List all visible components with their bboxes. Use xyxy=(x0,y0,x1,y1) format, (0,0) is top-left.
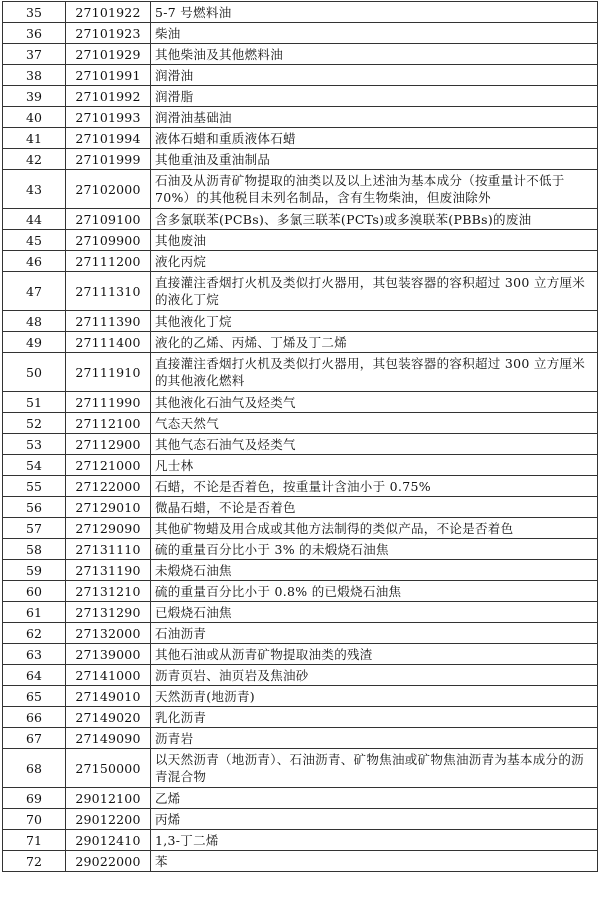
commodity-code-cell: 27109900 xyxy=(66,230,151,251)
table-row xyxy=(3,518,598,539)
commodity-code-cell: 27111910 xyxy=(66,353,151,392)
row-number-cell: 70 xyxy=(3,809,66,830)
commodity-code-cell: 29012410 xyxy=(66,830,151,851)
commodity-name-cell: 润滑脂 xyxy=(151,86,598,107)
commodity-code-cell: 27101994 xyxy=(66,128,151,149)
commodity-name-cell: 天然沥青(地沥青) xyxy=(151,686,598,707)
row-number-cell: 57 xyxy=(3,518,66,539)
commodity-name-cell: 乙烯 xyxy=(151,788,598,809)
table-row xyxy=(3,332,598,353)
table-row xyxy=(3,2,598,23)
row-number-cell: 42 xyxy=(3,149,66,170)
commodity-code-cell: 27101922 xyxy=(66,2,151,23)
row-number-cell: 61 xyxy=(3,602,66,623)
table-row xyxy=(3,476,598,497)
table-row xyxy=(3,353,598,392)
commodity-code-cell: 27141000 xyxy=(66,665,151,686)
commodity-name-cell: 润滑油 xyxy=(151,65,598,86)
row-number-cell: 46 xyxy=(3,251,66,272)
row-number-cell: 55 xyxy=(3,476,66,497)
row-number-cell: 60 xyxy=(3,581,66,602)
commodity-code-cell: 27129090 xyxy=(66,518,151,539)
commodity-name-cell: 已煅烧石油焦 xyxy=(151,602,598,623)
row-number-cell: 47 xyxy=(3,272,66,311)
table-row xyxy=(3,665,598,686)
table-row xyxy=(3,560,598,581)
commodity-code-cell: 27131190 xyxy=(66,560,151,581)
table-row xyxy=(3,455,598,476)
commodity-name-cell: 液化丙烷 xyxy=(151,251,598,272)
row-number-cell: 62 xyxy=(3,623,66,644)
row-number-cell: 71 xyxy=(3,830,66,851)
table-row xyxy=(3,230,598,251)
table-row xyxy=(3,434,598,455)
commodity-name-cell: 直接灌注香烟打火机及类似打火器用，其包装容器的容积超过 300 立方厘米的液化丁烷 xyxy=(151,272,598,311)
commodity-code-cell: 27101929 xyxy=(66,44,151,65)
commodity-name-cell: 其他柴油及其他燃料油 xyxy=(151,44,598,65)
table-row xyxy=(3,851,598,872)
commodity-code-cell: 27111200 xyxy=(66,251,151,272)
row-number-cell: 39 xyxy=(3,86,66,107)
row-number-cell: 38 xyxy=(3,65,66,86)
row-number-cell: 59 xyxy=(3,560,66,581)
row-number-cell: 36 xyxy=(3,23,66,44)
table-row xyxy=(3,602,598,623)
row-number-cell: 56 xyxy=(3,497,66,518)
commodity-code-cell: 27111310 xyxy=(66,272,151,311)
commodity-name-cell: 未煅烧石油焦 xyxy=(151,560,598,581)
table-row xyxy=(3,44,598,65)
commodity-code-cell: 27149090 xyxy=(66,728,151,749)
commodity-name-cell: 石油沥青 xyxy=(151,623,598,644)
commodity-code-cell: 27122000 xyxy=(66,476,151,497)
commodity-code-cell: 27121000 xyxy=(66,455,151,476)
commodity-code-cell: 27139000 xyxy=(66,644,151,665)
table-row xyxy=(3,686,598,707)
table-row xyxy=(3,251,598,272)
commodity-code-cell: 27132000 xyxy=(66,623,151,644)
table-row xyxy=(3,23,598,44)
table-row xyxy=(3,128,598,149)
table-row xyxy=(3,272,598,311)
row-number-cell: 58 xyxy=(3,539,66,560)
row-number-cell: 37 xyxy=(3,44,66,65)
row-number-cell: 41 xyxy=(3,128,66,149)
commodity-code-cell: 27131290 xyxy=(66,602,151,623)
commodity-name-cell: 硫的重量百分比小于 3% 的未煅烧石油焦 xyxy=(151,539,598,560)
table-row xyxy=(3,707,598,728)
row-number-cell: 53 xyxy=(3,434,66,455)
row-number-cell: 43 xyxy=(3,170,66,209)
commodity-name-cell: 石油及从沥青矿物提取的油类以及以上述油为基本成分（按重量计不低于 70%）的其他税目未列名制品，含有生物柴油，但废油除外 xyxy=(151,170,598,209)
table-row xyxy=(3,749,598,788)
row-number-cell: 52 xyxy=(3,413,66,434)
commodity-name-cell: 其他矿物蜡及用合成或其他方法制得的类似产品，不论是否着色 xyxy=(151,518,598,539)
table-row xyxy=(3,86,598,107)
table-row xyxy=(3,65,598,86)
table-row xyxy=(3,623,598,644)
commodity-name-cell: 凡士林 xyxy=(151,455,598,476)
table-row xyxy=(3,728,598,749)
row-number-cell: 65 xyxy=(3,686,66,707)
commodity-code-cell: 27111390 xyxy=(66,311,151,332)
commodity-code-cell: 27112100 xyxy=(66,413,151,434)
commodity-code-cell: 27131110 xyxy=(66,539,151,560)
commodity-name-cell: 直接灌注香烟打火机及类似打火器用，其包装容器的容积超过 300 立方厘米的其他液化燃料 xyxy=(151,353,598,392)
table-row xyxy=(3,497,598,518)
row-number-cell: 66 xyxy=(3,707,66,728)
table-row xyxy=(3,830,598,851)
table-row xyxy=(3,149,598,170)
commodity-name-cell: 其他气态石油气及烃类气 xyxy=(151,434,598,455)
table-row xyxy=(3,311,598,332)
commodity-code-cell: 29012200 xyxy=(66,809,151,830)
commodity-name-cell: 其他石油或从沥青矿物提取油类的残渣 xyxy=(151,644,598,665)
row-number-cell: 63 xyxy=(3,644,66,665)
commodity-code-cell: 27109100 xyxy=(66,209,151,230)
commodity-name-cell: 柴油 xyxy=(151,23,598,44)
row-number-cell: 50 xyxy=(3,353,66,392)
row-number-cell: 35 xyxy=(3,2,66,23)
commodity-code-cell: 27149020 xyxy=(66,707,151,728)
commodity-code-cell: 27102000 xyxy=(66,170,151,209)
commodity-code-cell: 27129010 xyxy=(66,497,151,518)
commodity-name-cell: 沥青岩 xyxy=(151,728,598,749)
row-number-cell: 54 xyxy=(3,455,66,476)
commodity-name-cell: 气态天然气 xyxy=(151,413,598,434)
commodity-name-cell: 丙烯 xyxy=(151,809,598,830)
table-row xyxy=(3,392,598,413)
commodity-name-cell: 液体石蜡和重质液体石蜡 xyxy=(151,128,598,149)
commodity-name-cell: 微晶石蜡，不论是否着色 xyxy=(151,497,598,518)
table-row xyxy=(3,170,598,209)
commodity-name-cell: 润滑油基础油 xyxy=(151,107,598,128)
commodity-name-cell: 其他液化丁烷 xyxy=(151,311,598,332)
commodity-code-cell: 27101993 xyxy=(66,107,151,128)
tariff-code-table xyxy=(2,1,598,872)
commodity-name-cell: 沥青页岩、油页岩及焦油砂 xyxy=(151,665,598,686)
commodity-name-cell: 5-7 号燃料油 xyxy=(151,2,598,23)
commodity-name-cell: 其他废油 xyxy=(151,230,598,251)
table-row xyxy=(3,107,598,128)
commodity-name-cell: 含多氯联苯(PCBs)、多氯三联苯(PCTs)或多溴联苯(PBBs)的废油 xyxy=(151,209,598,230)
commodity-code-cell: 27149010 xyxy=(66,686,151,707)
commodity-code-cell: 29022000 xyxy=(66,851,151,872)
row-number-cell: 48 xyxy=(3,311,66,332)
commodity-name-cell: 石蜡，不论是否着色，按重量计含油小于 0.75% xyxy=(151,476,598,497)
row-number-cell: 69 xyxy=(3,788,66,809)
commodity-code-cell: 27112900 xyxy=(66,434,151,455)
commodity-code-cell: 27150000 xyxy=(66,749,151,788)
row-number-cell: 44 xyxy=(3,209,66,230)
row-number-cell: 68 xyxy=(3,749,66,788)
commodity-code-cell: 27111400 xyxy=(66,332,151,353)
commodity-code-cell: 27101991 xyxy=(66,65,151,86)
commodity-name-cell: 1,3-丁二烯 xyxy=(151,830,598,851)
row-number-cell: 51 xyxy=(3,392,66,413)
row-number-cell: 72 xyxy=(3,851,66,872)
commodity-name-cell: 其他重油及重油制品 xyxy=(151,149,598,170)
table-body xyxy=(3,2,598,872)
commodity-name-cell: 其他液化石油气及烃类气 xyxy=(151,392,598,413)
commodity-name-cell: 液化的乙烯、丙烯、丁烯及丁二烯 xyxy=(151,332,598,353)
commodity-code-cell: 27101999 xyxy=(66,149,151,170)
table-row xyxy=(3,809,598,830)
commodity-name-cell: 以天然沥青（地沥青）、石油沥青、矿物焦油或矿物焦油沥青为基本成分的沥青混合物 xyxy=(151,749,598,788)
commodity-name-cell: 苯 xyxy=(151,851,598,872)
table-row xyxy=(3,209,598,230)
row-number-cell: 64 xyxy=(3,665,66,686)
table-row xyxy=(3,539,598,560)
table-row xyxy=(3,644,598,665)
table-row xyxy=(3,413,598,434)
commodity-code-cell: 29012100 xyxy=(66,788,151,809)
commodity-code-cell: 27101992 xyxy=(66,86,151,107)
commodity-code-cell: 27131210 xyxy=(66,581,151,602)
row-number-cell: 40 xyxy=(3,107,66,128)
row-number-cell: 67 xyxy=(3,728,66,749)
row-number-cell: 49 xyxy=(3,332,66,353)
commodity-name-cell: 硫的重量百分比小于 0.8% 的已煅烧石油焦 xyxy=(151,581,598,602)
commodity-code-cell: 27111990 xyxy=(66,392,151,413)
commodity-code-cell: 27101923 xyxy=(66,23,151,44)
row-number-cell: 45 xyxy=(3,230,66,251)
commodity-name-cell: 乳化沥青 xyxy=(151,707,598,728)
table-row xyxy=(3,581,598,602)
table-row xyxy=(3,788,598,809)
